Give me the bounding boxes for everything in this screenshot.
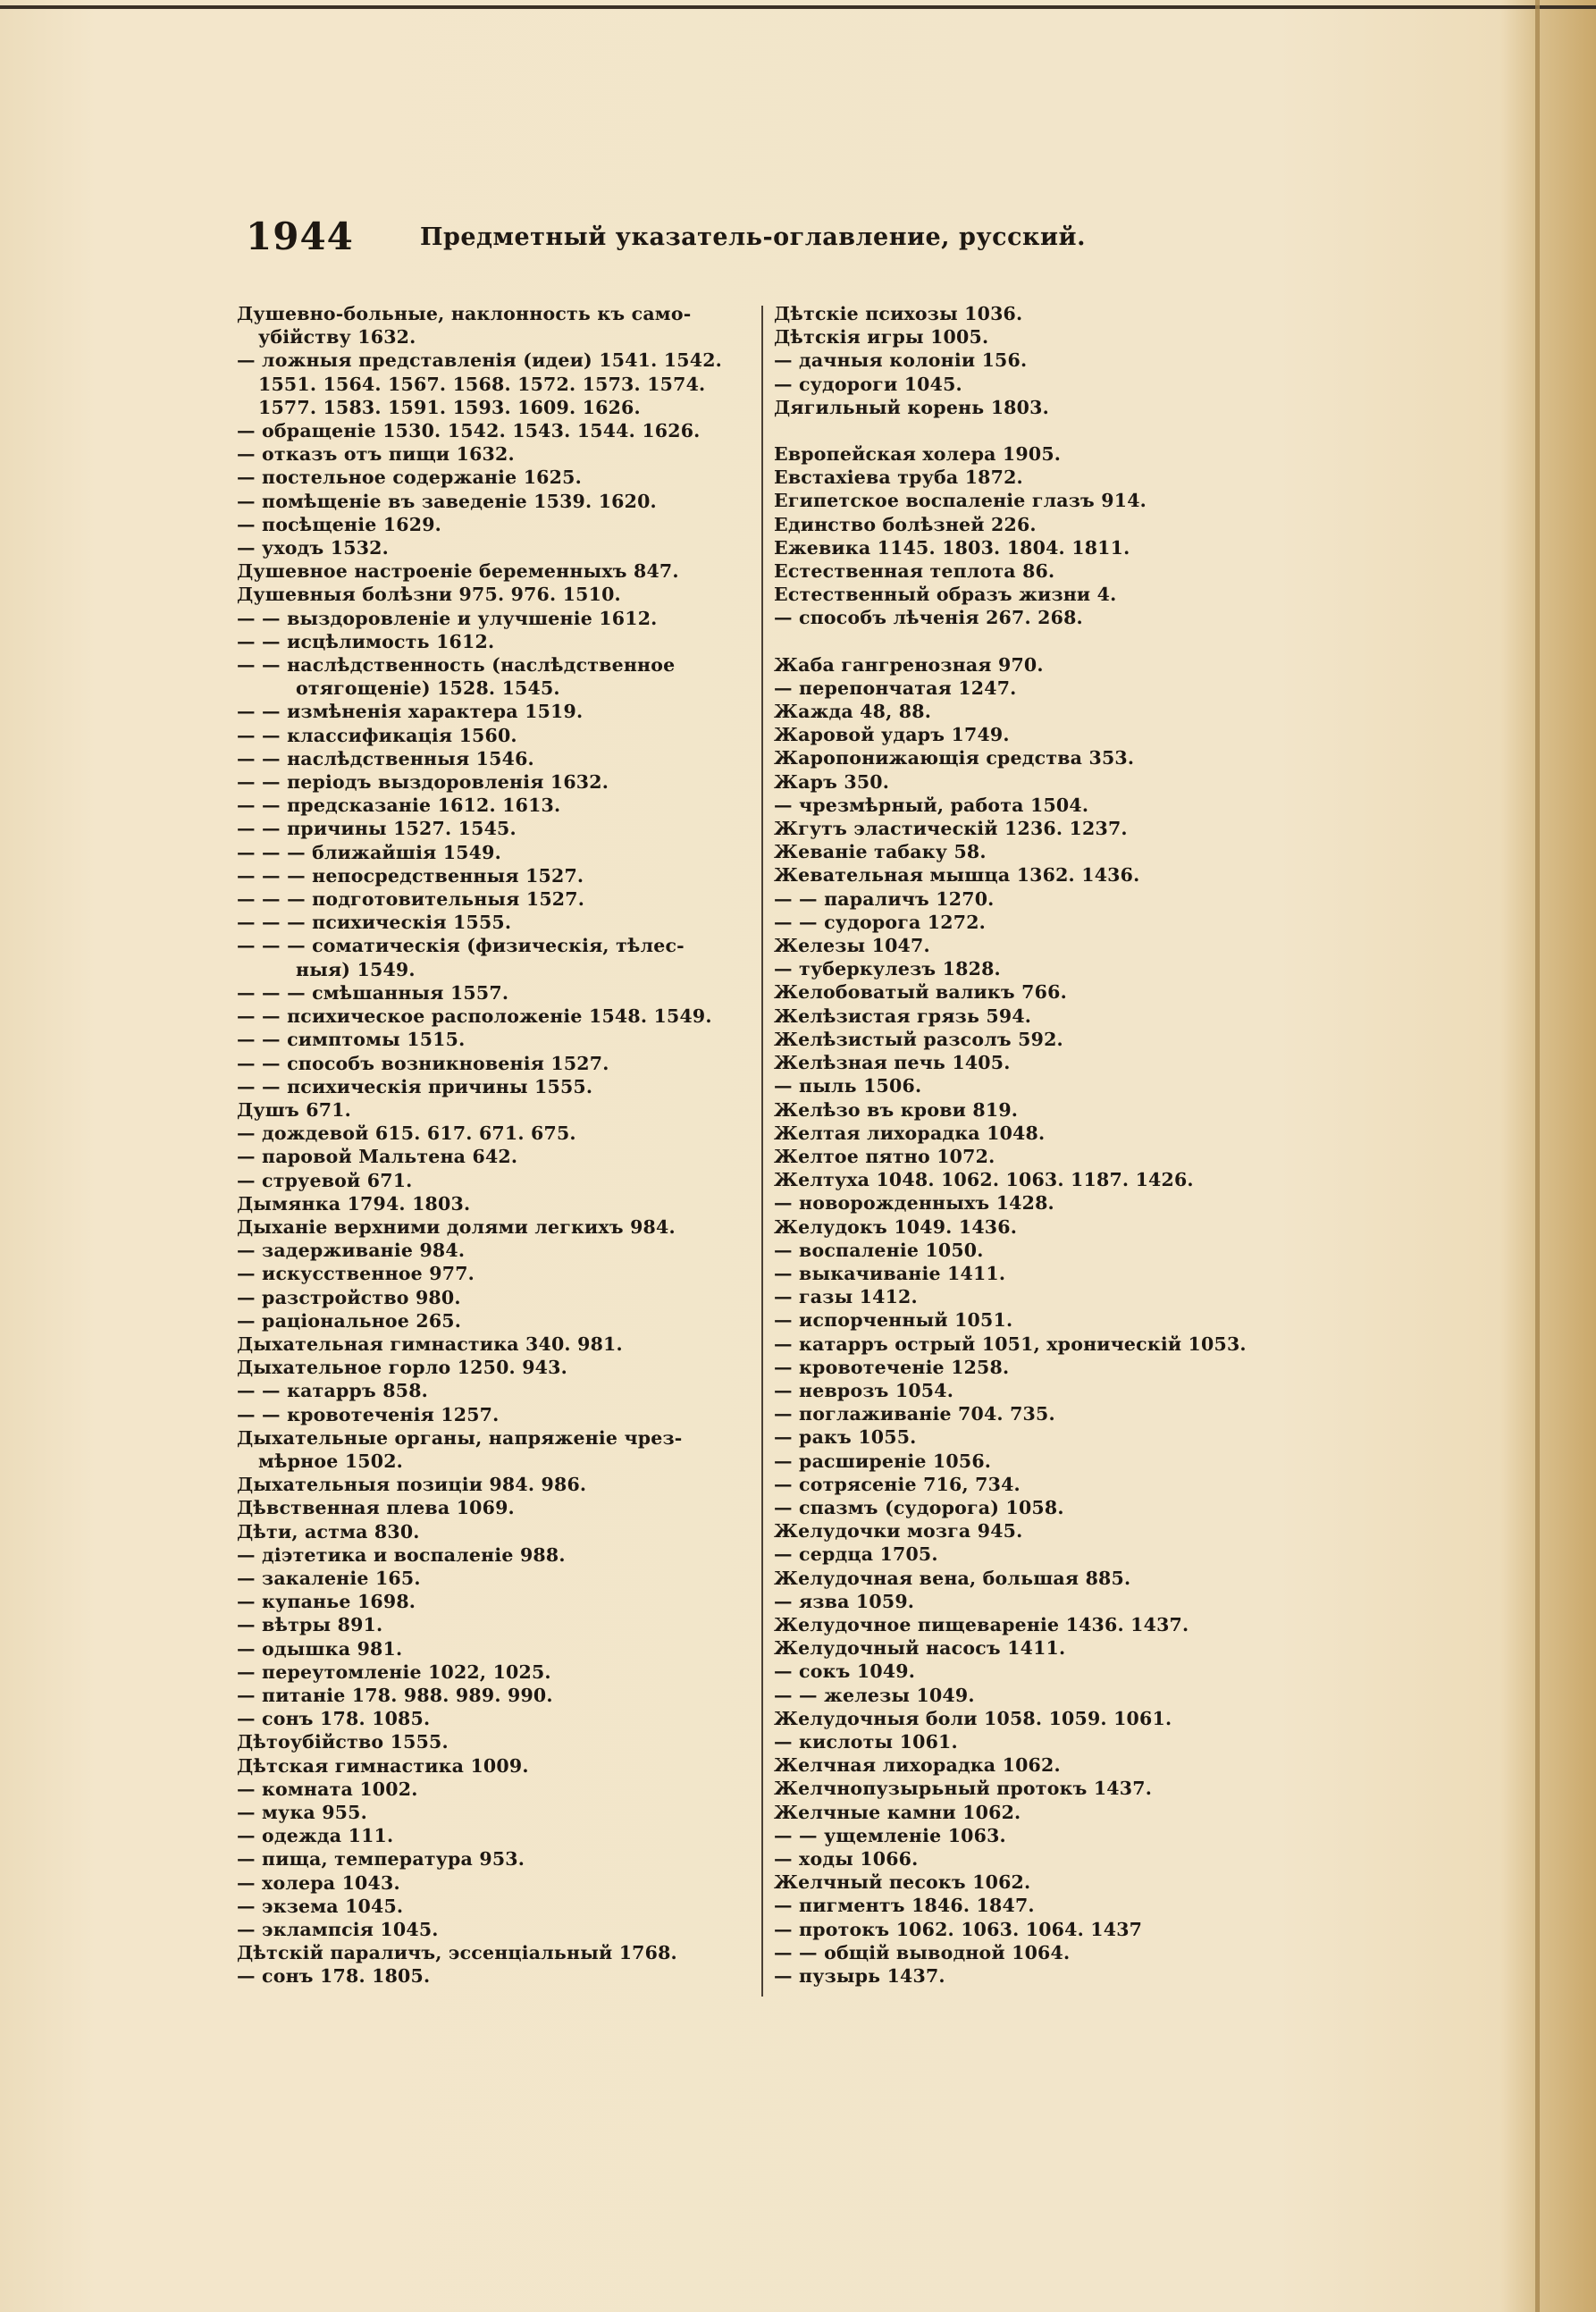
index-entry: Жаба гангренозная 970.	[774, 653, 1044, 676]
index-entry: — — предсказаніе 1612. 1613.	[237, 794, 561, 817]
index-entry: — — — соматическія (физическія, тѣлес-	[237, 935, 685, 957]
index-entry: — чрезмѣрный, работа 1504.	[774, 794, 1089, 816]
index-entry: — раціональное 265.	[237, 1309, 462, 1332]
section-gap	[774, 419, 1310, 442]
index-entry: — струевой 671.	[237, 1169, 413, 1191]
index-entry: — дождевой 615. 617. 671. 675.	[237, 1122, 576, 1145]
index-entry: — мука 955.	[237, 1802, 367, 1823]
index-entry: — способъ лѣченія 267. 268.	[774, 607, 1083, 629]
index-entry: Желѣзистая грязь 594.	[774, 1005, 1032, 1027]
index-entry: — — судорога 1272.	[774, 911, 986, 933]
index-entry: — газы 1412.	[774, 1286, 918, 1308]
index-entry: Желѣзистый разсолъ 592.	[774, 1028, 1063, 1050]
index-entry: — закаленіе 165.	[237, 1567, 421, 1589]
index-entry: Дымянка 1794. 1803.	[237, 1192, 471, 1215]
index-entry: — новорожденныхъ 1428.	[774, 1192, 1054, 1215]
index-entry: — ходы 1066.	[774, 1848, 919, 1870]
index-entry: Желчнопузырьный протокъ 1437.	[774, 1778, 1153, 1800]
index-entry: мѣрное 1502.	[258, 1450, 404, 1472]
index-entry: — посѣщеніе 1629.	[237, 513, 442, 535]
index-entry: Желудокъ 1049. 1436.	[774, 1215, 1018, 1238]
index-entry: — испорченный 1051.	[774, 1309, 1013, 1332]
index-entry: — протокъ 1062. 1063. 1064. 1437	[774, 1918, 1143, 1940]
index-entry: — комната 1002.	[237, 1778, 418, 1800]
index-entry: — кровотеченіе 1258.	[774, 1356, 1010, 1378]
index-entry: — — — психическія 1555.	[237, 912, 512, 934]
index-entry: — сокъ 1049.	[774, 1660, 916, 1683]
index-entry: Дѣтскій параличъ, эссенціальный 1768.	[237, 1942, 677, 1964]
index-entry: Дыхательные органы, напряженіе чрез-	[237, 1426, 683, 1449]
index-entry: — — железы 1049.	[774, 1684, 975, 1706]
index-entry: — кислоты 1061.	[774, 1730, 958, 1753]
index-entry: — поглаживаніе 704. 735.	[774, 1403, 1055, 1425]
index-entry: Желтая лихорадка 1048.	[774, 1122, 1046, 1144]
index-entry: — неврозъ 1054.	[774, 1379, 954, 1401]
index-entry: Жаръ 350.	[774, 770, 890, 793]
index-entry: Дѣтскіе психозы 1036.	[774, 303, 1023, 324]
index-entry: Дыхательныя позиціи 984. 986.	[237, 1474, 587, 1496]
index-entry: Жаропонижающія средства 353.	[774, 747, 1135, 769]
index-entry: — — исцѣлимость 1612.	[237, 630, 495, 652]
running-head: Предметный указатель-оглавление, русский.	[420, 223, 1086, 251]
index-entry: — переутомленіе 1022, 1025.	[237, 1660, 551, 1683]
index-entry: Желчная лихорадка 1062.	[774, 1754, 1061, 1777]
index-entry: — — — ближайшія 1549.	[237, 841, 501, 863]
index-entry: Жеваніе табаку 58.	[774, 841, 987, 863]
index-entry: Желудочная вена, большая 885.	[774, 1567, 1131, 1589]
index-entry: Дѣтская гимнастика 1009.	[237, 1754, 529, 1777]
index-entry: Желудочное пищевареніе 1436. 1437.	[774, 1613, 1189, 1635]
index-entry: Дягильный корень 1803.	[774, 396, 1049, 418]
index-entry: Естественная теплота 86.	[774, 560, 1055, 583]
index-entry: — сонъ 178. 1085.	[237, 1708, 431, 1730]
index-entry: — сотрясеніе 716, 734.	[774, 1473, 1021, 1495]
index-entry: — — — непосредственныя 1527.	[237, 864, 584, 887]
index-entry: Египетское воспаленіе глазъ 914.	[774, 490, 1147, 512]
index-entry: — — классификація 1560.	[237, 724, 517, 746]
index-entry: Дѣтоубійство 1555.	[237, 1731, 449, 1753]
index-entry: — — психическія причины 1555.	[237, 1075, 593, 1097]
index-entry: Желтуха 1048. 1062. 1063. 1187. 1426.	[774, 1169, 1194, 1191]
index-entry: Желчный песокъ 1062.	[774, 1871, 1031, 1894]
index-entry: — задерживаніе 984.	[237, 1240, 466, 1262]
index-entry: — пища, температура 953.	[237, 1848, 525, 1871]
index-entry: — — періодъ выздоровленія 1632.	[237, 771, 609, 794]
index-entry: — — катарръ 858.	[237, 1380, 429, 1402]
index-entry: Дѣти, астма 830.	[237, 1520, 420, 1543]
index-entry: Душевное настроеніе беременныхъ 847.	[237, 560, 679, 583]
index-entry: Европейская холера 1905.	[774, 443, 1062, 466]
index-entry: — судороги 1045.	[774, 373, 962, 395]
index-entry: — — кровотеченія 1257.	[237, 1403, 500, 1425]
index-entry: — разстройство 980.	[237, 1286, 461, 1308]
page-header	[246, 214, 1139, 268]
index-entry: — сердца 1705.	[774, 1543, 938, 1566]
index-entry: — холера 1043.	[237, 1871, 400, 1894]
top-edge-line	[0, 5, 1596, 9]
index-entry: — діэтетика и воспаленіе 988.	[237, 1543, 566, 1566]
index-entry: Душевно-больные, наклонность къ само-	[237, 303, 692, 324]
index-entry: — ложныя представленія (идеи) 1541. 1542.	[237, 349, 723, 372]
index-entry: — ракъ 1055.	[774, 1426, 917, 1449]
index-entry: ныя) 1549.	[296, 958, 416, 980]
index-entry: — отказъ отъ пищи 1632.	[237, 443, 515, 466]
index-entry: — — — смѣшанныя 1557.	[237, 981, 509, 1004]
index-entry: — катарръ острый 1051, хроническій 1053.	[774, 1333, 1247, 1355]
index-entry: — обращеніе 1530. 1542. 1543. 1544. 1626.	[237, 420, 701, 442]
index-entry: Ежевика 1145. 1803. 1804. 1811.	[774, 536, 1130, 559]
index-entry: — — ущемленіе 1063.	[774, 1824, 1006, 1846]
index-entry: отягощеніе) 1528. 1545.	[296, 677, 560, 700]
index-entry: Жаровой ударъ 1749.	[774, 724, 1010, 746]
index-entry: Железы 1047.	[774, 935, 930, 957]
index-entry: Желобоватый валикъ 766.	[774, 981, 1067, 1004]
index-entry: — — психическое расположеніе 1548. 1549.	[237, 1005, 712, 1028]
index-entry: Желудочный насосъ 1411.	[774, 1637, 1066, 1660]
index-entry: — — выздоровленіе и улучшеніе 1612.	[237, 607, 658, 629]
index-column-left	[237, 302, 753, 1988]
index-entry: — — измѣненія характера 1519.	[237, 701, 584, 723]
index-entry: — расширеніе 1056.	[774, 1450, 992, 1472]
index-entry: — уходъ 1532.	[237, 537, 389, 559]
index-entry: — — общій выводной 1064.	[774, 1941, 1071, 1963]
index-entry: убійству 1632.	[258, 326, 416, 349]
index-entry: Желѣзо въ крови 819.	[774, 1098, 1019, 1121]
index-entry: Желудочки мозга 945.	[774, 1520, 1023, 1543]
page-number: 1944	[246, 214, 354, 258]
index-entry: Желѣзная печь 1405.	[774, 1052, 1011, 1074]
index-entry: — воспаленіе 1050.	[774, 1239, 984, 1261]
index-entry: — эклампсія 1045.	[237, 1919, 439, 1941]
index-entry: Жажда 48, 88.	[774, 701, 932, 723]
index-entry: — помѣщеніе въ заведеніе 1539. 1620.	[237, 490, 657, 512]
index-entry: — — параличъ 1270.	[774, 887, 995, 910]
index-entry: — паровой Мальтена 642.	[237, 1146, 518, 1168]
index-entry: Дыхательное горло 1250. 943.	[237, 1357, 567, 1379]
index-entry: — — — подготовительныя 1527.	[237, 888, 585, 911]
index-entry: Жгутъ эластическій 1236. 1237.	[774, 818, 1128, 840]
index-entry: — выкачиваніе 1411.	[774, 1262, 1006, 1284]
index-entry: — — способъ возникновенія 1527.	[237, 1052, 609, 1074]
index-entry: — — наслѣдственность (наслѣдственное	[237, 654, 676, 677]
index-entry: — туберкулезъ 1828.	[774, 958, 1001, 980]
index-entry: — спазмъ (судорога) 1058.	[774, 1496, 1064, 1518]
index-entry: Желчные камни 1062.	[774, 1801, 1021, 1823]
index-entry: Евстахіева труба 1872.	[774, 467, 1023, 489]
index-entry: — дачныя колоніи 156.	[774, 349, 1028, 372]
index-entry: — одежда 111.	[237, 1825, 394, 1847]
index-entry: Дѣвственная плева 1069.	[237, 1497, 515, 1519]
index-entry: — сонъ 178. 1805.	[237, 1965, 431, 1988]
section-gap	[774, 630, 1310, 653]
index-entry: Жевательная мышца 1362. 1436.	[774, 864, 1140, 887]
index-entry: 1551. 1564. 1567. 1568. 1572. 1573. 1574.	[258, 373, 706, 395]
index-entry: — язва 1059.	[774, 1590, 915, 1612]
index-entry: — пыль 1506.	[774, 1075, 922, 1097]
column-divider	[761, 306, 763, 1997]
index-column-right	[774, 302, 1310, 1988]
index-entry: Дыханіе верхними долями легкихъ 984.	[237, 1215, 676, 1238]
index-entry: — купанье 1698.	[237, 1591, 416, 1613]
index-entry: Единство болѣзней 226.	[774, 513, 1037, 535]
index-entry: — постельное содержаніе 1625.	[237, 467, 582, 489]
index-entry: Дыхательная гимнастика 340. 981.	[237, 1333, 623, 1355]
index-entry: — питаніе 178. 988. 989. 990.	[237, 1684, 553, 1706]
binding-edge	[1535, 0, 1540, 2312]
index-entry: — — причины 1527. 1545.	[237, 818, 517, 840]
index-entry: Душъ 671.	[237, 1098, 351, 1121]
index-entry: Желтое пятно 1072.	[774, 1145, 995, 1167]
index-entry: — пигментъ 1846. 1847.	[774, 1895, 1035, 1917]
index-entry: — — симптомы 1515.	[237, 1029, 466, 1051]
index-entry: — — наслѣдственныя 1546.	[237, 747, 534, 769]
index-entry: — одышка 981.	[237, 1637, 403, 1660]
index-entry: Естественный образъ жизни 4.	[774, 584, 1117, 606]
index-entry: — экзема 1045.	[237, 1895, 404, 1917]
index-entry: — искусственное 977.	[237, 1263, 475, 1285]
index-entry: 1577. 1583. 1591. 1593. 1609. 1626.	[258, 396, 641, 418]
index-entry: — перепончатая 1247.	[774, 677, 1017, 699]
index-entry: Дѣтскія игры 1005.	[774, 326, 989, 349]
index-entry: Желудочныя боли 1058. 1059. 1061.	[774, 1707, 1172, 1729]
index-entry: — пузырь 1437.	[774, 1965, 945, 1988]
index-entry: Душевныя болѣзни 975. 976. 1510.	[237, 584, 621, 606]
index-entry: — вѣтры 891.	[237, 1614, 383, 1636]
